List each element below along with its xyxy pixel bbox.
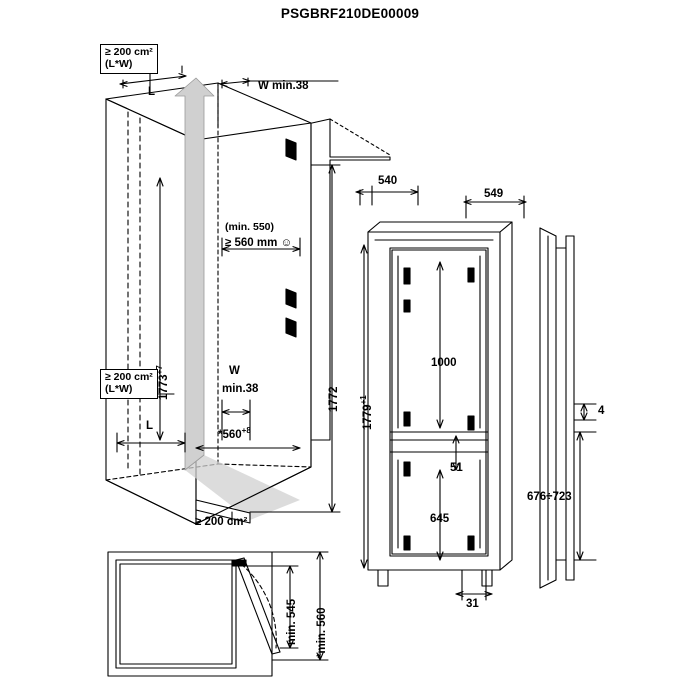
depth-min-note: (min. 550) bbox=[225, 221, 275, 233]
document-code: PSGBRF210DE00009 bbox=[280, 6, 420, 21]
w-min38-side-label: min.38 bbox=[222, 383, 259, 395]
width-549-label: 549 bbox=[484, 188, 504, 200]
appliance-height-label: $1779^{+1}$ bbox=[359, 395, 374, 430]
niche-depth-l-bottom-label: L bbox=[146, 420, 154, 432]
gap-51-label: 51 bbox=[450, 462, 463, 474]
w-label: W bbox=[229, 365, 240, 377]
freezer-compartment-label: 645 bbox=[430, 513, 450, 525]
niche-height-label: $1773^{+7}$ bbox=[155, 365, 170, 400]
door-min545-label: min. 545 bbox=[286, 598, 298, 645]
hinge-gap-4-label: 4 bbox=[598, 405, 605, 417]
vent-bottom-label: ≥ 200 cm² (L*W) bbox=[100, 369, 158, 399]
plinth-31-label: 31 bbox=[466, 598, 479, 610]
niche-depth-l-top-label: L bbox=[148, 86, 156, 98]
vent-top-label: ≥ 200 cm² (L*W) bbox=[100, 44, 158, 74]
niche-width-label: $*560^{+8}$ bbox=[218, 426, 251, 441]
depth-min-label: ≥ 560 mm ☺ bbox=[225, 237, 293, 249]
w-min38-top-label: W min.38 bbox=[258, 80, 309, 92]
base-vent-label: ≥ 200 cm² bbox=[195, 516, 248, 528]
range-676-723-label: 676÷723 bbox=[527, 491, 572, 503]
carcass-height-label: 1772 bbox=[328, 386, 340, 412]
fridge-compartment-label: 1000 bbox=[431, 357, 457, 369]
depth-540-label: 540 bbox=[378, 175, 398, 187]
door-min560-label: *min. 560 bbox=[316, 607, 328, 658]
